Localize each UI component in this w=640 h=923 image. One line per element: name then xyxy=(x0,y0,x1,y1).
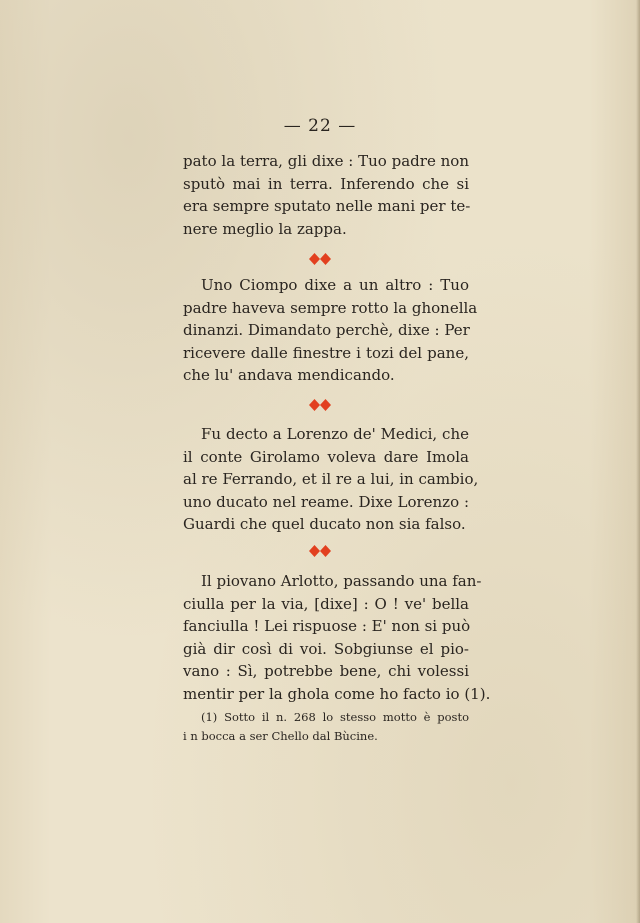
text-line: Uno Ciompo dixe a un altro : Tuo xyxy=(201,276,469,294)
text-line: il conte Girolamo voleva dare Imola xyxy=(183,447,469,466)
diamond-ornament-icon xyxy=(309,545,331,557)
ornament-divider-1 xyxy=(0,250,640,264)
text-line: Il piovano Arlotto, passando una fan- xyxy=(201,572,482,590)
text-line: nere meglio la zappa. xyxy=(183,219,347,238)
diamond-ornament-icon xyxy=(309,399,331,411)
text-line: pato la terra, gli dixe : Tuo padre non xyxy=(183,152,469,170)
footnote-line: i n bocca a ser Chello dal Bùcine. xyxy=(183,729,378,743)
paragraph-2 xyxy=(183,274,478,387)
text-line: mentir per la ghola come ho facto io (1). xyxy=(183,684,491,703)
page-edge-shadow xyxy=(636,0,640,923)
text-line: padre haveva sempre rotto la ghonella xyxy=(183,298,478,317)
text-line: ciulla per la via, [dixe] : O ! ve' bella xyxy=(183,594,469,613)
text-line: vano : Sì, potrebbe bene, chi volessi xyxy=(183,662,469,680)
ornament-divider-3 xyxy=(0,542,640,556)
text-line: Guardi che quel ducato non sia falso. xyxy=(183,515,466,533)
text-line: che lu' andava mendicando. xyxy=(183,366,395,384)
text-line: sputò mai in terra. Inferendo che si xyxy=(183,174,469,193)
paragraph-3 xyxy=(183,423,479,536)
page-number: — 22 — xyxy=(283,116,357,136)
text-line: fanciulla ! Lei rispuose : E' non si può xyxy=(183,617,471,635)
text-line: al re Ferrando, et il re a lui, in cambio, xyxy=(183,470,479,488)
text-line: uno ducato nel reame. Dixe Lorenzo : xyxy=(183,492,469,511)
text-line: Fu decto a Lorenzo de' Medici, che xyxy=(201,425,469,443)
diamond-ornament-icon xyxy=(309,253,331,265)
footnote xyxy=(183,708,469,746)
text-line: dinanzi. Dimandato perchè, dixe : Per xyxy=(183,321,470,339)
paragraph-4 xyxy=(183,570,491,705)
text-line: era sempre sputato nelle mani per te- xyxy=(183,197,471,215)
text-line: già dir così di voi. Sobgiunse el pio- xyxy=(183,639,469,658)
footnote-line: (1) Sotto il n. 268 lo stesso motto è posto xyxy=(201,710,469,724)
paragraph-1 xyxy=(183,150,469,240)
ornament-divider-2 xyxy=(0,396,640,410)
text-line: ricevere dalle finestre i tozi del pane, xyxy=(183,343,469,362)
